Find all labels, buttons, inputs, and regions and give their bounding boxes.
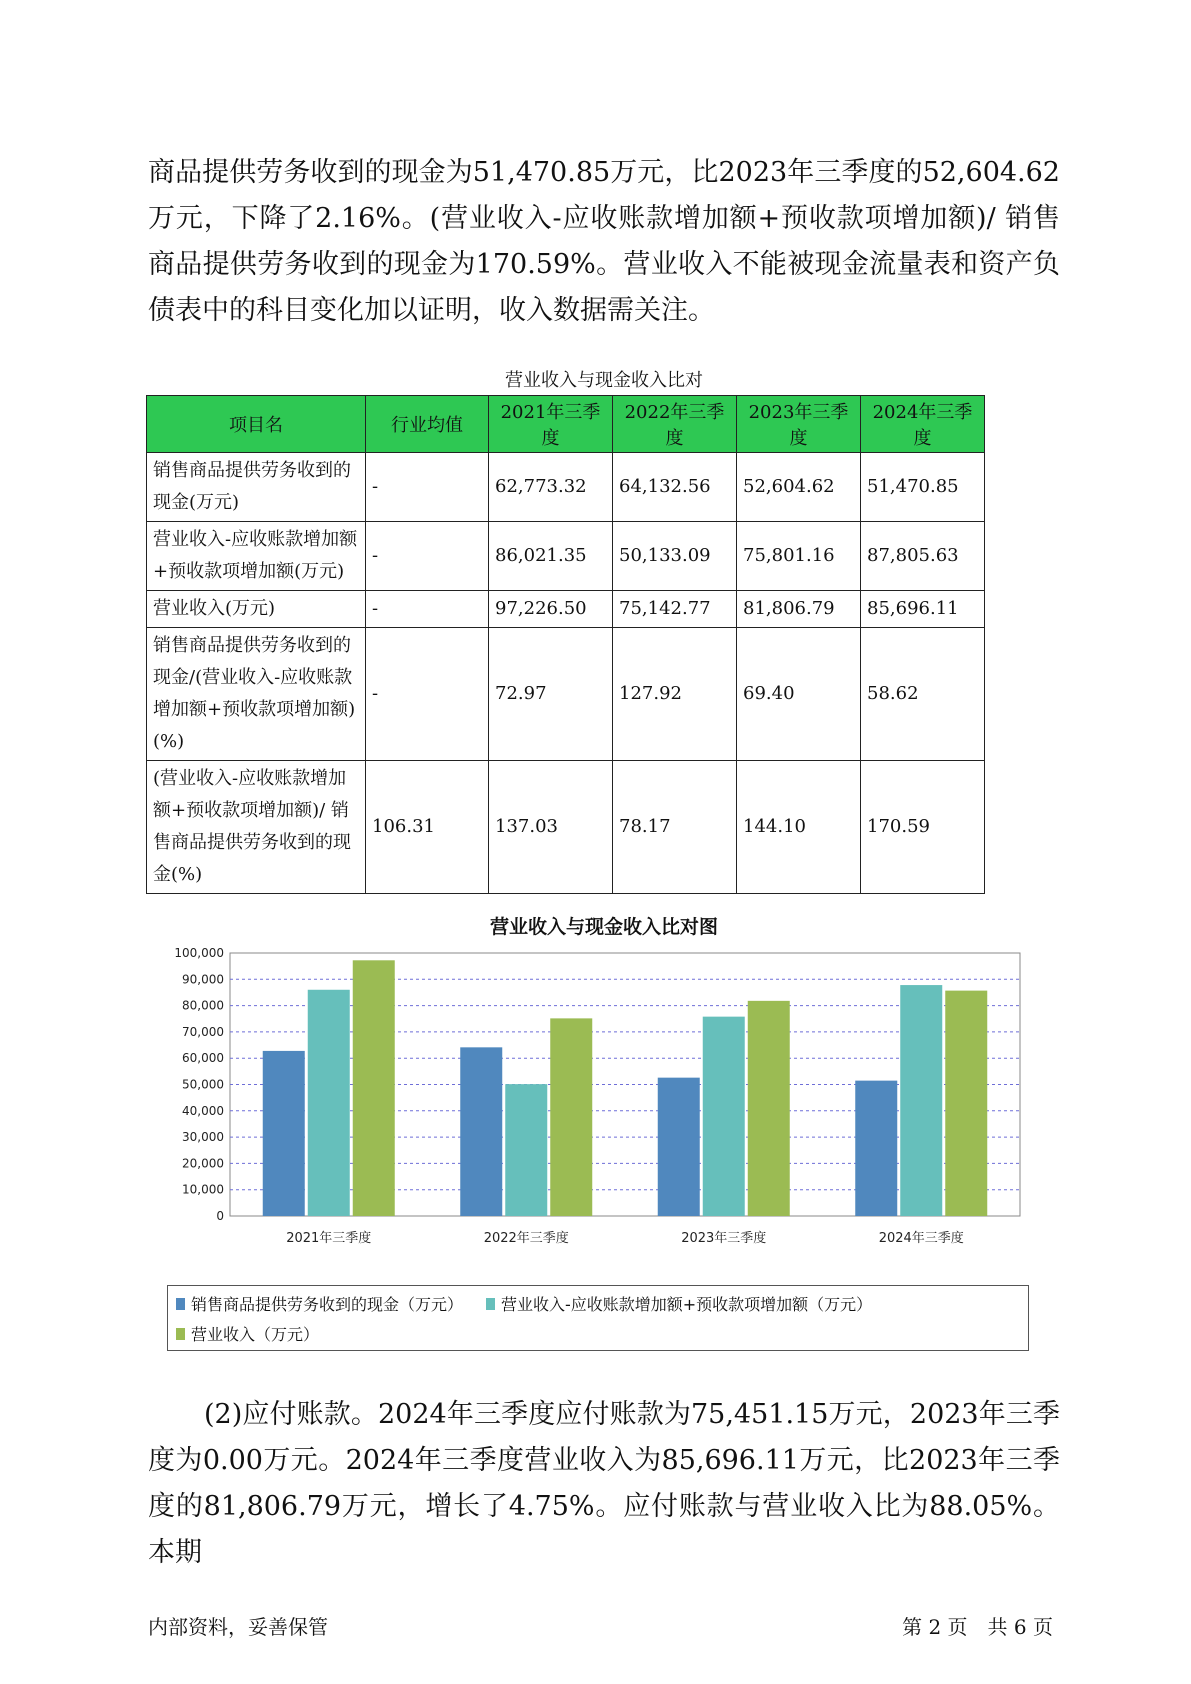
bar: [550, 1018, 592, 1216]
bar: [505, 1084, 547, 1216]
x-tick-label: 2023年三季度: [681, 1231, 767, 1246]
legend-item: [176, 1322, 319, 1345]
y-tick-label: 0: [216, 1209, 224, 1223]
bar: [900, 985, 942, 1216]
table-header-cell: 2021年三季度: [489, 396, 613, 453]
table-header-cell: 2022年三季度: [613, 396, 737, 453]
legend-label: 销售商品提供劳务收到的现金（万元）: [191, 1295, 464, 1314]
legend-swatch: [176, 1298, 185, 1310]
table-row: [147, 453, 985, 522]
x-tick-label: 2022年三季度: [483, 1231, 569, 1246]
footer-confidential-note: 内部资料，妥善保管: [148, 1615, 328, 1639]
footer-page-number: 第 2 页 共 6 页: [902, 1615, 1053, 1639]
table-cell: 52,604.62: [737, 453, 861, 522]
legend-swatch: [486, 1298, 495, 1310]
y-tick-label: 10,000: [182, 1182, 224, 1197]
bar: [945, 991, 987, 1216]
table-cell: 69.40: [737, 628, 861, 761]
y-tick-label: 20,000: [182, 1156, 224, 1171]
table-cell: 137.03: [489, 761, 613, 894]
table-cell: -: [366, 628, 489, 761]
y-tick-label: 40,000: [182, 1103, 224, 1118]
table-cell: -: [366, 522, 489, 591]
table-cell: 50,133.09: [613, 522, 737, 591]
bar: [748, 1001, 790, 1216]
table-header-cell: 项目名: [147, 396, 366, 453]
body-paragraph-1: 商品提供劳务收到的现金为51,470.85万元，比2023年三季度的52,604.62万元，下降了2.16%。(营业收入-应收账款增加额+预收款项增加额)/ 销售商品提供劳务收到的现金为170.59%。营业收入不能被现金流量表和资产负债表中的科目变化加以证明，收入数据需关注。: [148, 157, 1060, 326]
table-header-cell: 2023年三季度: [737, 396, 861, 453]
table-cell: -: [366, 591, 489, 628]
table-cell: 106.31: [366, 761, 489, 894]
table-cell: 64,132.56: [613, 453, 737, 522]
table-header-cell: 行业均值: [366, 396, 489, 453]
chart-legend: [167, 1285, 1029, 1351]
bar: [353, 960, 395, 1216]
table-cell: 51,470.85: [861, 453, 985, 522]
table-cell: 62,773.32: [489, 453, 613, 522]
y-tick-label: 90,000: [182, 972, 224, 987]
y-tick-label: 100,000: [174, 946, 224, 960]
table-cell: 75,801.16: [737, 522, 861, 591]
table-cell: (营业收入-应收账款增加额+预收款项增加额)/ 销售商品提供劳务收到的现金(%): [147, 761, 366, 894]
table-cell: 营业收入(万元): [147, 591, 366, 628]
table-cell: 营业收入-应收账款增加额+预收款项增加额(万元): [147, 522, 366, 591]
bar: [308, 990, 350, 1216]
table-row: [147, 628, 985, 761]
table-cell: 72.97: [489, 628, 613, 761]
table-header-row: [147, 396, 985, 453]
legend-label: 营业收入-应收账款增加额+预收款项增加额（万元）: [501, 1295, 873, 1314]
bar: [855, 1081, 897, 1216]
table-row: [147, 522, 985, 591]
y-tick-label: 70,000: [182, 1024, 224, 1039]
table-cell: 86,021.35: [489, 522, 613, 591]
legend-label: 营业收入（万元）: [191, 1325, 320, 1344]
table-cell: 销售商品提供劳务收到的现金/(营业收入-应收账款增加额+预收款项增加额)(%): [147, 628, 366, 761]
y-tick-label: 50,000: [182, 1077, 224, 1092]
y-tick-label: 30,000: [182, 1130, 224, 1145]
y-tick-label: 60,000: [182, 1051, 224, 1066]
table-cell: 58.62: [861, 628, 985, 761]
table-row: [147, 761, 985, 894]
body-paragraph-2: (2)应付账款。2024年三季度应付账款为75,451.15万元，2023年三季度为0.00万元。2024年三季度营业收入为85,696.11万元，比2023年三季度的81,806.79万元，增长了4.75%。应付账款与营业收入比为88.05%。本期: [148, 1399, 1060, 1568]
table-cell: -: [366, 453, 489, 522]
bar: [263, 1051, 305, 1216]
table-cell: 127.92: [613, 628, 737, 761]
table-cell: 81,806.79: [737, 591, 861, 628]
table-cell: 170.59: [861, 761, 985, 894]
bar: [460, 1047, 502, 1216]
table-header-cell: 2024年三季度: [861, 396, 985, 453]
chart-title: 营业收入与现金收入比对图: [489, 916, 718, 938]
bar: [658, 1078, 700, 1216]
table-cell: 144.10: [737, 761, 861, 894]
bar-chart: [148, 945, 1028, 1275]
x-tick-label: 2021年三季度: [286, 1231, 372, 1246]
x-tick-label: 2024年三季度: [878, 1231, 964, 1246]
y-tick-label: 80,000: [182, 998, 224, 1013]
table-cell: 97,226.50: [489, 591, 613, 628]
bar: [703, 1017, 745, 1216]
legend-item: [486, 1292, 872, 1315]
table-caption: 营业收入与现金收入比对: [505, 370, 703, 391]
table-cell: 销售商品提供劳务收到的现金(万元): [147, 453, 366, 522]
table-row: [147, 591, 985, 628]
table-cell: 85,696.11: [861, 591, 985, 628]
table-cell: 75,142.77: [613, 591, 737, 628]
table-cell: 87,805.63: [861, 522, 985, 591]
legend-swatch: [176, 1328, 185, 1340]
legend-item: [176, 1292, 463, 1315]
comparison-table: [146, 395, 985, 894]
table-cell: 78.17: [613, 761, 737, 894]
